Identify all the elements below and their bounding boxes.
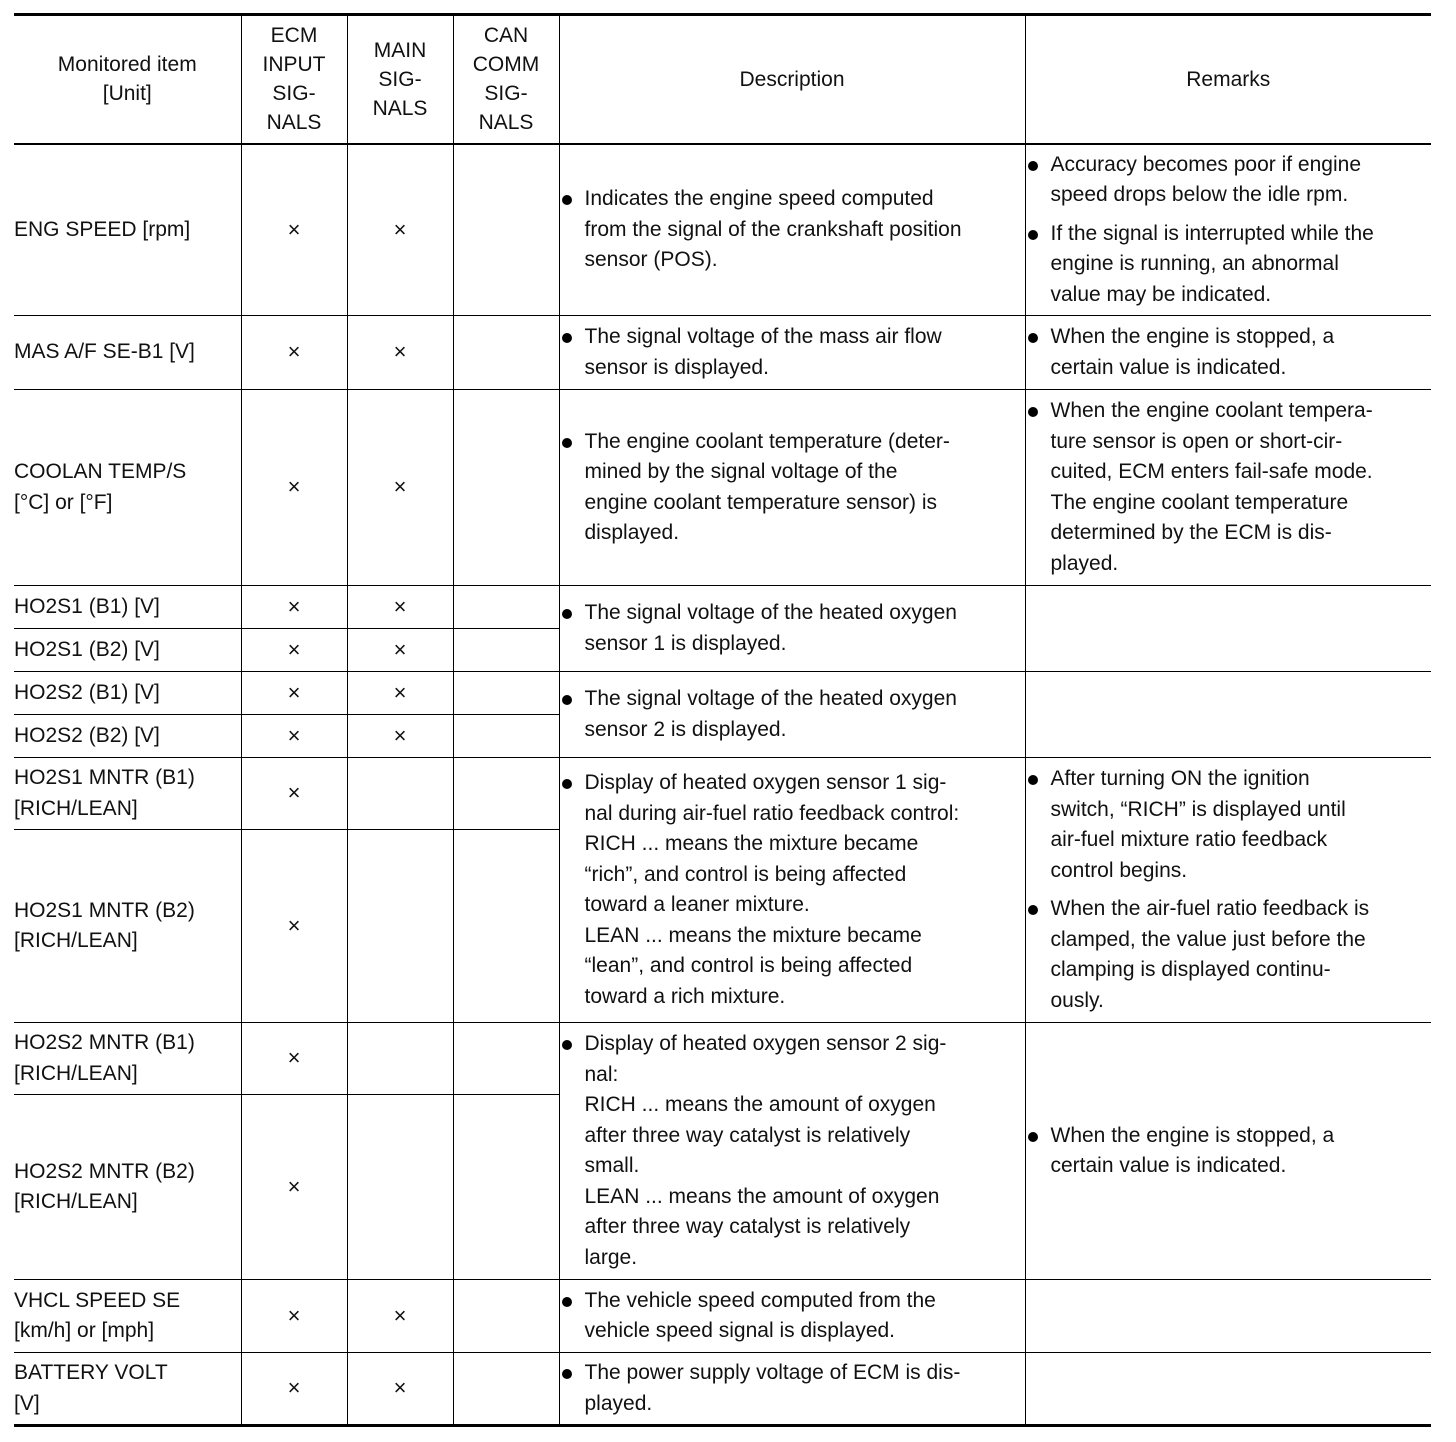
text-line: cuited, ECM enters fail-safe mode.	[1050, 460, 1373, 483]
remarks-bullet	[1026, 322, 1432, 383]
description-bullet	[560, 1029, 1025, 1090]
text-line: VHCL SPEED SE	[14, 1288, 181, 1312]
main-signal-mark: ×	[347, 586, 453, 629]
table-row	[14, 1353, 1431, 1426]
header-monitored-item	[14, 15, 241, 144]
can-comm-cell	[453, 830, 559, 1023]
text-line: HO2S1 (B2) [V]	[14, 637, 160, 661]
ecm-input-mark: ×	[241, 629, 347, 672]
text-line: The signal voltage of the heated oxygen	[584, 601, 957, 624]
header-remarks: Remarks	[1025, 15, 1431, 144]
header-description: Description	[559, 15, 1025, 144]
table-row	[14, 586, 1431, 629]
main-signal-mark: ×	[347, 629, 453, 672]
text-line: When the engine is stopped, a	[1050, 325, 1335, 348]
header-row	[14, 15, 1431, 144]
description-cell	[559, 1353, 1025, 1426]
remarks-bullet	[1026, 894, 1432, 1016]
main-signal-mark: ×	[347, 390, 453, 586]
text-line: LEAN ... means the mixture became	[584, 923, 922, 947]
text-line: displayed.	[584, 521, 680, 544]
remarks-cell	[1025, 672, 1431, 758]
remarks-cell	[1025, 316, 1431, 390]
main-signal-mark: ×	[347, 715, 453, 758]
item-eng-speed	[14, 144, 241, 316]
text-line: [km/h] or [mph]	[14, 1319, 155, 1342]
can-comm-cell	[453, 1023, 559, 1095]
text-line: after three way catalyst is relatively	[584, 1215, 911, 1238]
remarks-cell	[1025, 390, 1431, 586]
main-signal-mark: ×	[347, 316, 453, 390]
text-line: clamping is displayed continu-	[1050, 958, 1331, 981]
item-ho2s1-mntr-b1	[14, 758, 241, 830]
ecm-input-mark: ×	[241, 715, 347, 758]
description-cell	[559, 390, 1025, 586]
text-line: The signal voltage of the mass air flow	[584, 325, 942, 348]
text-line: [V]	[14, 1391, 40, 1415]
text-line: ously.	[1050, 988, 1104, 1012]
ecm-input-mark: ×	[241, 1280, 347, 1353]
item-ho2s2-b2	[14, 715, 241, 758]
text-line: RICH ... means the mixture became	[584, 832, 919, 855]
ecm-input-mark: ×	[241, 586, 347, 629]
text-line: “rich”, and control is being affected	[584, 862, 907, 886]
item-mas-af	[14, 316, 241, 390]
ecm-input-mark: ×	[241, 758, 347, 830]
header-can-comm-signals	[453, 15, 559, 144]
description-bullet	[560, 184, 1025, 276]
text-line: certain value is indicated.	[1050, 1154, 1287, 1177]
text-line: NALS	[372, 96, 428, 120]
text-line: CAN	[483, 24, 529, 48]
text-line: ECM	[270, 24, 318, 48]
text-line: speed drops below the idle rpm.	[1050, 183, 1349, 206]
description-cell	[559, 316, 1025, 390]
text-line: sensor (POS).	[584, 248, 718, 271]
description-cell	[559, 672, 1025, 758]
text-line: nal:	[584, 1062, 619, 1086]
remarks-cell	[1025, 586, 1431, 672]
text-line: MAIN	[373, 38, 427, 62]
can-comm-cell	[453, 144, 559, 316]
text-line: HO2S2 (B2) [V]	[14, 723, 160, 747]
text-line: When the engine is stopped, a	[1050, 1123, 1335, 1147]
text-line: HO2S1 MNTR (B1)	[14, 766, 195, 789]
description-continuation	[560, 829, 1025, 1012]
remarks-bullet	[1026, 150, 1432, 211]
text-line: BATTERY VOLT	[14, 1361, 168, 1384]
text-line: certain value is indicated.	[1050, 355, 1287, 379]
text-line: [RICH/LEAN]	[14, 929, 138, 952]
text-line: sensor 2 is displayed.	[584, 717, 787, 741]
item-coolan-temp	[14, 390, 241, 586]
remarks-bullet	[1026, 219, 1432, 311]
main-signal-mark: ×	[347, 672, 453, 715]
table-row	[14, 672, 1431, 715]
description-continuation	[560, 1090, 1025, 1273]
text-line: Accuracy becomes poor if engine	[1050, 152, 1361, 176]
text-line: “lean”, and control is being affected	[584, 954, 913, 977]
text-line: from the signal of the crankshaft position	[584, 217, 962, 241]
table-row	[14, 758, 1431, 830]
can-comm-cell	[453, 390, 559, 586]
main-signal-cell	[347, 1095, 453, 1280]
text-line: The signal voltage of the heated oxygen	[584, 687, 957, 710]
remarks-cell	[1025, 758, 1431, 1023]
text-line: determined by the ECM is dis-	[1050, 521, 1332, 544]
can-comm-cell	[453, 586, 559, 629]
text-line: LEAN ... means the amount of oxygen	[584, 1184, 940, 1208]
text-line: [RICH/LEAN]	[14, 796, 138, 820]
remarks-cell	[1025, 1023, 1431, 1280]
can-comm-cell	[453, 672, 559, 715]
description-bullet	[560, 1286, 1025, 1347]
table-row	[14, 144, 1431, 316]
header-main-signals	[347, 15, 453, 144]
can-comm-cell	[453, 715, 559, 758]
item-ho2s2-mntr-b2	[14, 1095, 241, 1280]
text-line: sensor is displayed.	[584, 355, 769, 379]
ecm-input-mark: ×	[241, 830, 347, 1023]
text-line: Display of heated oxygen sensor 1 sig-	[584, 771, 947, 794]
text-line: switch, “RICH” is displayed until	[1050, 797, 1346, 821]
text-line: engine is running, an abnormal	[1050, 252, 1339, 275]
monitored-items-table	[14, 13, 1431, 1427]
text-line: [°C] or [°F]	[14, 490, 113, 514]
text-line: played.	[584, 1391, 653, 1415]
text-line: COOLAN TEMP/S	[14, 460, 187, 483]
text-line: HO2S2 (B1) [V]	[14, 680, 160, 704]
text-line: MAS A/F SE-B1 [V]	[14, 340, 195, 364]
ecm-input-mark: ×	[241, 390, 347, 586]
text-line: When the engine coolant tempera-	[1050, 399, 1373, 422]
description-bullet	[560, 1358, 1025, 1419]
text-line: mined by the signal voltage of the	[584, 460, 898, 483]
text-line: The engine coolant temperature (deter-	[584, 429, 950, 453]
ecm-input-mark: ×	[241, 144, 347, 316]
text-line: large.	[584, 1245, 638, 1269]
text-line: air-fuel mixture ratio feedback	[1050, 828, 1328, 851]
text-line: nal during air-fuel ratio feedback control:	[584, 801, 960, 825]
text-line: [Unit]	[102, 82, 152, 106]
text-line: clamped, the value just before the	[1050, 927, 1366, 951]
main-signal-mark: ×	[347, 1353, 453, 1426]
text-line: Display of heated oxygen sensor 2 sig-	[584, 1032, 947, 1055]
remarks-bullet	[1026, 1121, 1432, 1182]
remarks-cell	[1025, 1280, 1431, 1353]
main-signal-mark: ×	[347, 144, 453, 316]
text-line: sensor 1 is displayed.	[584, 631, 787, 655]
text-line: RICH ... means the amount of oxygen	[584, 1093, 936, 1116]
can-comm-cell	[453, 316, 559, 390]
ecm-input-mark: ×	[241, 1023, 347, 1095]
text-line: toward a leaner mixture.	[584, 893, 810, 916]
can-comm-cell	[453, 1095, 559, 1280]
text-line: COMM	[472, 53, 540, 77]
ecm-input-mark: ×	[241, 672, 347, 715]
table-row	[14, 1023, 1431, 1095]
item-ho2s2-b1	[14, 672, 241, 715]
item-ho2s1-mntr-b2	[14, 830, 241, 1023]
text-line: [RICH/LEAN]	[14, 1061, 138, 1085]
main-signal-cell	[347, 1023, 453, 1095]
text-line: SIG-	[378, 67, 422, 91]
text-line: Indicates the engine speed computed	[584, 187, 934, 210]
description-cell	[559, 1023, 1025, 1280]
description-bullet	[560, 427, 1025, 549]
item-ho2s1-b1	[14, 586, 241, 629]
description-bullet	[560, 768, 1025, 829]
text-line: The vehicle speed computed from the	[584, 1288, 936, 1312]
text-line: The engine coolant temperature	[1050, 490, 1349, 514]
text-line: SIG-	[484, 82, 528, 106]
item-battery-volt	[14, 1353, 241, 1426]
description-bullet	[560, 598, 1025, 659]
item-ho2s1-b2	[14, 629, 241, 672]
text-line: HO2S2 MNTR (B1)	[14, 1031, 195, 1054]
remarks-bullet	[1026, 764, 1432, 886]
table-row	[14, 1280, 1431, 1353]
text-line: small.	[584, 1154, 640, 1177]
text-line: vehicle speed signal is displayed.	[584, 1319, 896, 1342]
text-line: [RICH/LEAN]	[14, 1190, 138, 1213]
main-signal-mark: ×	[347, 1280, 453, 1353]
ecm-input-mark: ×	[241, 316, 347, 390]
text-line: The power supply voltage of ECM is dis-	[584, 1361, 961, 1384]
text-line: SIG-	[272, 82, 316, 106]
description-cell	[559, 144, 1025, 316]
can-comm-cell	[453, 1280, 559, 1353]
remarks-bullet	[1026, 396, 1432, 579]
can-comm-cell	[453, 1353, 559, 1426]
text-line: control begins.	[1050, 858, 1188, 882]
text-line: Monitored item	[57, 53, 197, 77]
text-line: If the signal is interrupted while the	[1050, 221, 1374, 245]
text-line: When the air-fuel ratio feedback is	[1050, 897, 1370, 920]
text-line: toward a rich mixture.	[584, 984, 786, 1008]
ecm-input-mark: ×	[241, 1095, 347, 1280]
item-ho2s2-mntr-b1	[14, 1023, 241, 1095]
text-line: HO2S1 MNTR (B2)	[14, 898, 195, 922]
text-line: NALS	[478, 111, 534, 135]
text-line: HO2S1 (B1) [V]	[14, 594, 160, 618]
description-cell	[559, 758, 1025, 1023]
text-line: After turning ON the ignition	[1050, 767, 1310, 790]
header-ecm-input-signals	[241, 15, 347, 144]
remarks-cell	[1025, 144, 1431, 316]
main-signal-cell	[347, 758, 453, 830]
table-row	[14, 316, 1431, 390]
remarks-cell	[1025, 1353, 1431, 1426]
table-row	[14, 390, 1431, 586]
item-vhcl-speed	[14, 1280, 241, 1353]
text-line: NALS	[266, 111, 322, 135]
text-line: played.	[1050, 551, 1119, 575]
text-line: INPUT	[262, 53, 326, 77]
main-signal-cell	[347, 830, 453, 1023]
description-cell	[559, 586, 1025, 672]
text-line: ENG SPEED [rpm]	[14, 217, 191, 241]
can-comm-cell	[453, 758, 559, 830]
text-line: engine coolant temperature sensor) is	[584, 490, 938, 514]
description-cell	[559, 1280, 1025, 1353]
text-line: after three way catalyst is relatively	[584, 1123, 911, 1147]
description-bullet	[560, 322, 1025, 383]
text-line: ture sensor is open or short-cir-	[1050, 429, 1343, 453]
text-line: HO2S2 MNTR (B2)	[14, 1159, 195, 1183]
ecm-input-mark: ×	[241, 1353, 347, 1426]
description-bullet	[560, 684, 1025, 745]
can-comm-cell	[453, 629, 559, 672]
text-line: value may be indicated.	[1050, 282, 1272, 306]
